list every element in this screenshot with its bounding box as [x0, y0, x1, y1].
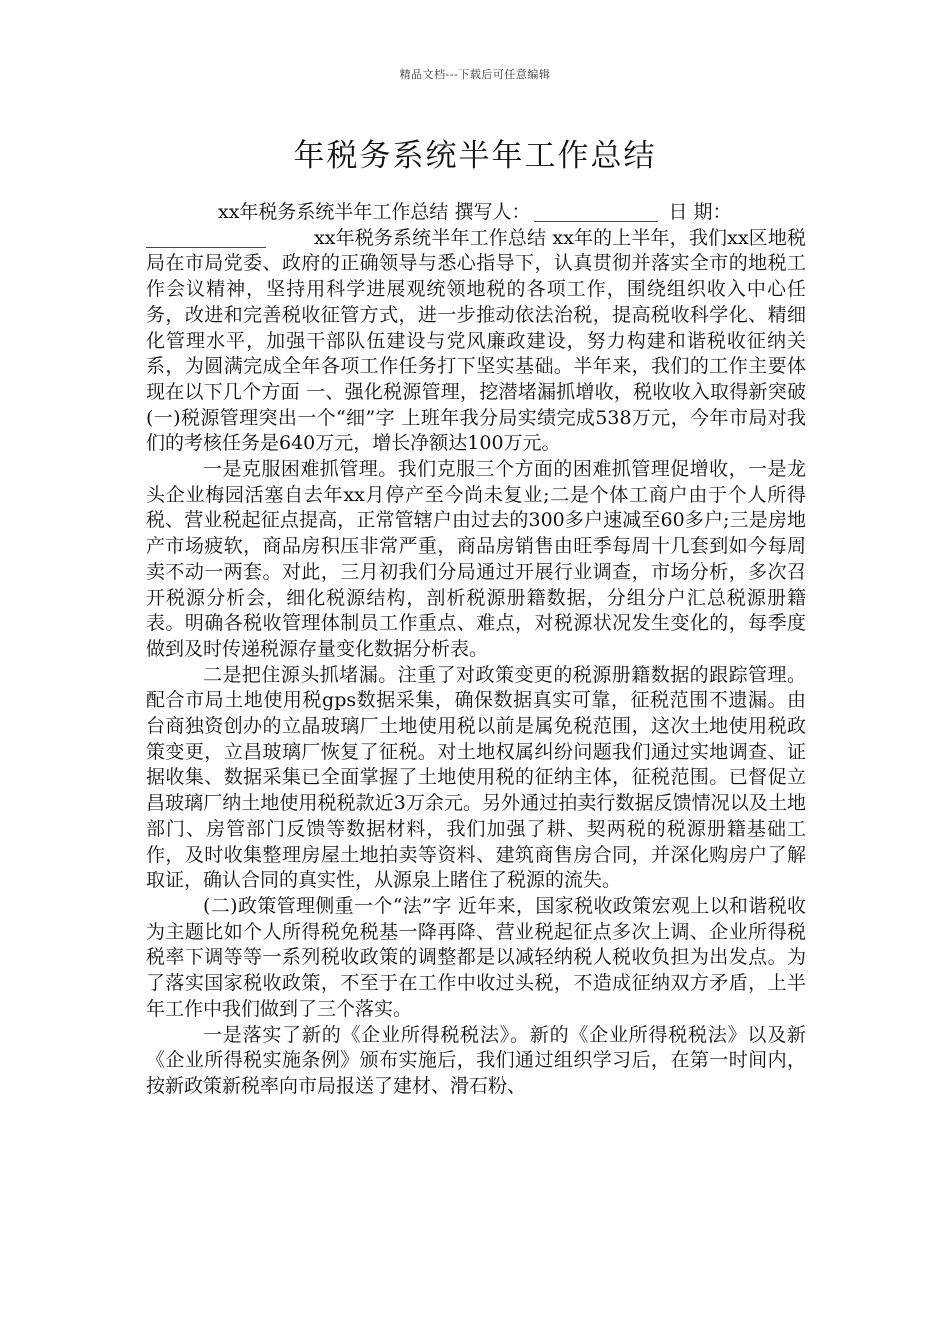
lead-text: xx年税务系统半年工作总结 xx年的上半年，我们xx区地税局在市局党委、政府的正确领导与悉心指导下，认真贯彻并落实全市的地税工作会议精神，坚持用科学进展观统领地税的各项工作，围绕组织收入中心任务，改进和完善税收征管方式，进一步推动依法治税，提高税收科学化、精细化管理水平，加强干部队伍建设与党风廉政建设，努力构建和谐税收征纳关系，为圆满完成全年各项工作任务打下坚实基础。半年来，我们的工作主要体现在以下几个方面 一、强化税源管理，挖潜堵漏抓增收，税收收入取得新突破 (一)税源管理突出一个“细”字 上班年我分局实绩完成538万元，今年市局对我们的考核任务是640万元，增长净额达100万元。 [146, 226, 806, 455]
meta-line [146, 200, 806, 226]
date-label: 日 期： [668, 201, 732, 223]
paragraph: (二)政策管理侧重一个“法”字 近年来，国家税收政策宏观上以和谐税收为主题比如个人所得税免税基一降再降、营业税起征点多次上调、企业所得税税率下调等等一系列税收政策的调整都是以减轻纳税人税收负担为出发点。为了落实国家税收政策，不至于在工作中收过头税，不造成征纳双方矛盾，上半年工作中我们做到了三个落实。 [146, 894, 806, 1020]
paragraph: 二是把住源头抓堵漏。注重了对政策变更的税源册籍数据的跟踪管理。配合市局土地使用税gps数据采集，确保数据真实可靠，征税范围不遗漏。由台商独资创办的立晶玻璃厂土地使用税以前是属免税范围，这次土地使用税政策变更，立昌玻璃厂恢复了征税。对土地权属纠纷问题我们通过实地调查、证据收集、数据采集已全面掌握了土地使用税的征纳主体，征税范围。已督促立昌玻璃厂纳土地使用税税款近3万余元。另外通过拍卖行数据反馈情况以及土地部门、房管部门反馈等数据材料，我们加强了耕、契两税的税源册籍基础工作，及时收集整理房屋土地拍卖等资料、建筑商售房合同，并深化购房户了解取证，确认合同的真实性，从源泉上睹住了税源的流失。 [146, 663, 806, 892]
page-header-note: 精品文档---下载后可任意编辑 [399, 68, 551, 81]
paragraph: 一是克服困难抓管理。我们克服三个方面的困难抓管理促增收，一是龙头企业梅园活塞自去年xx月停产至今尚未复业;二是个体工商户由于个人所得税、营业税起征点提高，正常管辖户由过去的300多户速减至60多户;三是房地产市场疲软，商品房积压非常严重，商品房销售由旺季每周十几套到如今每周卖不动一两套。对此，三月初我们分局通过开展行业调查，市场分析，多次召开税源分析会，细化税源结构，剖析税源册籍数据，分组分户汇总税源册籍表。明确各税收管理体制员工作重点、难点，对税源状况发生变化的，每季度做到及时传递税源存量变化数据分析表。 [146, 458, 806, 660]
document-title: 年税务系统半年工作总结 [293, 138, 657, 174]
meta-intro: xx年税务系统半年工作总结 撰写人： [218, 201, 531, 223]
lead-paragraph [146, 226, 806, 457]
writer-blank [534, 203, 658, 222]
document-body [146, 200, 806, 1100]
paragraph: 一是落实了新的《企业所得税税法》。新的《企业所得税税法》以及新《企业所得税实施条例》颁布实施后，我们通过组织学习后，在第一时间内，按新政策新税率向市局报送了建材、滑石粉、 [146, 1023, 806, 1097]
date-blank [146, 229, 266, 248]
